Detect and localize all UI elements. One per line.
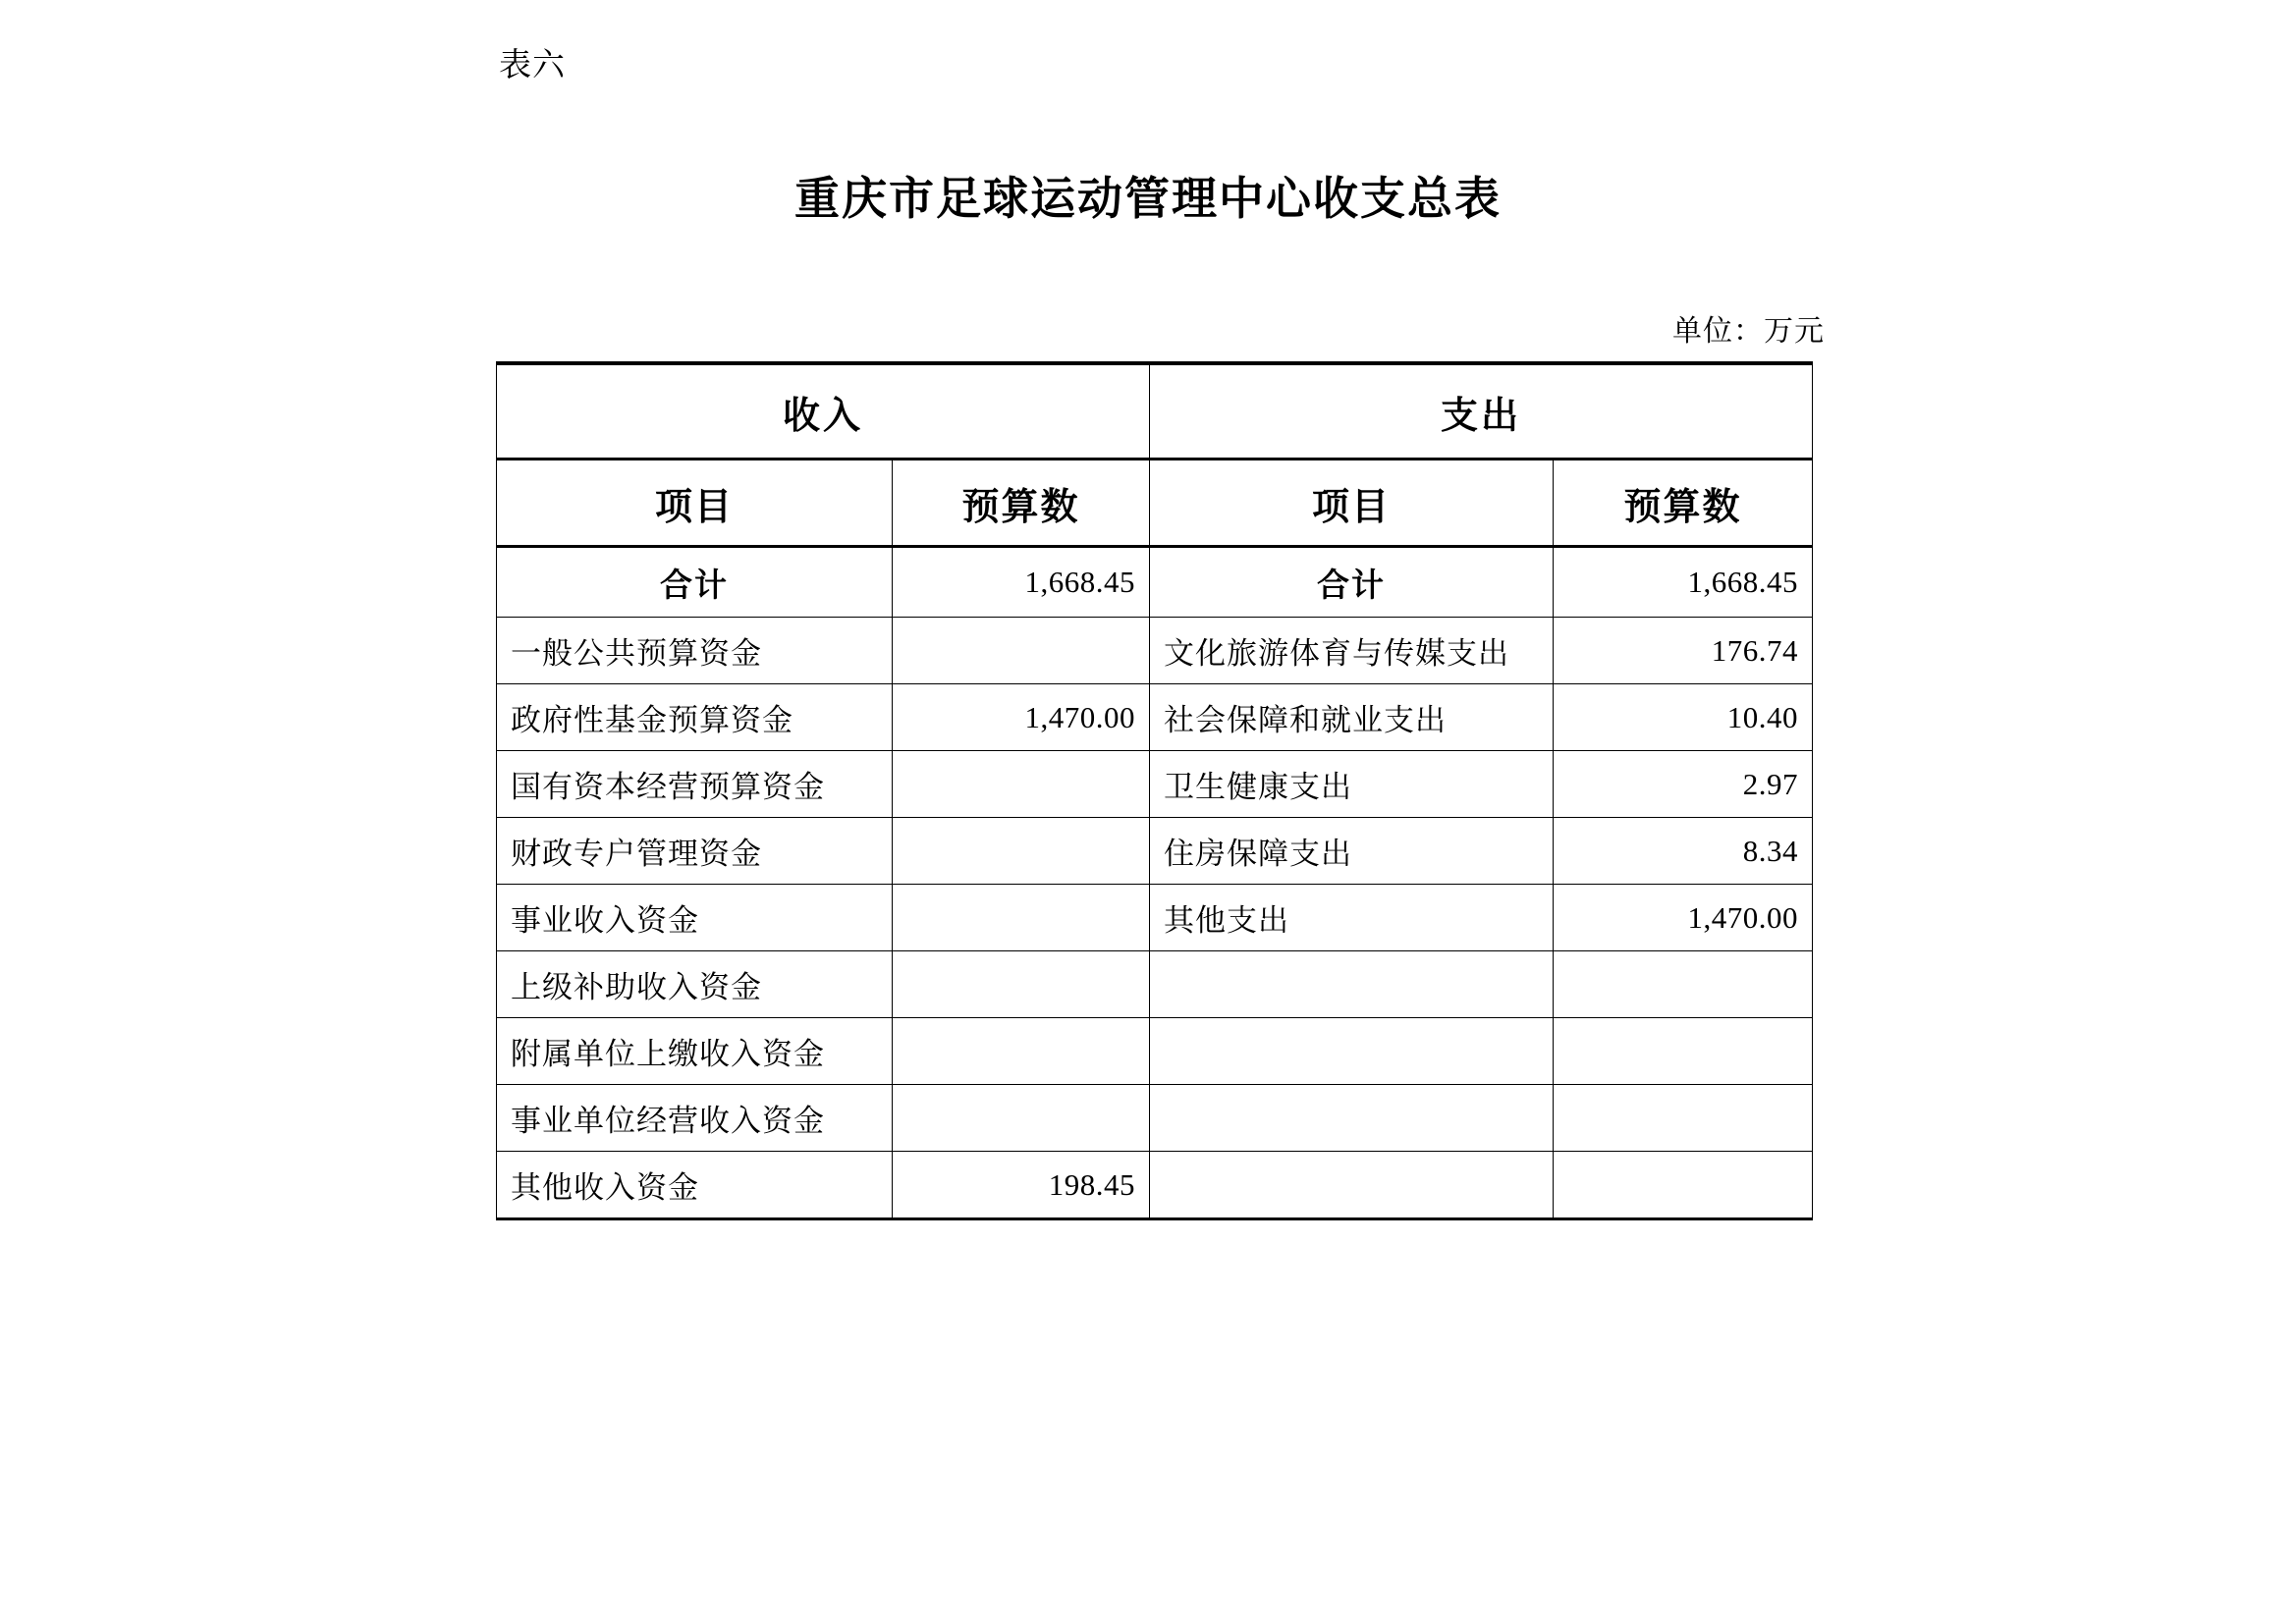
- income-item-amount: 198.45: [893, 1152, 1150, 1219]
- income-item-amount: [893, 951, 1150, 1018]
- table-row: [497, 1018, 1813, 1085]
- income-item-amount: [893, 885, 1150, 951]
- unit-note: 单位：万元: [1672, 315, 1825, 348]
- expenditure-item-label: 社会保障和就业支出: [1150, 684, 1554, 751]
- expenditure-item-label: 住房保障支出: [1150, 818, 1554, 885]
- income-item-label: 财政专户管理资金: [497, 818, 893, 885]
- column-header-row: [497, 460, 1813, 547]
- income-item-amount: [893, 818, 1150, 885]
- income-item-amount: [893, 1018, 1150, 1085]
- column-header-expenditure-budget: 预算数: [1554, 460, 1813, 547]
- income-expenditure-table: [496, 361, 1813, 1220]
- income-item-label: 一般公共预算资金: [497, 618, 893, 684]
- column-header-income-budget: 预算数: [893, 460, 1150, 547]
- total-label-income: 合计: [497, 547, 893, 618]
- expenditure-item-label: 其他支出: [1150, 885, 1554, 951]
- expenditure-item-amount: 2.97: [1554, 751, 1813, 818]
- income-item-label: 国有资本经营预算资金: [497, 751, 893, 818]
- expenditure-item-label: [1150, 951, 1554, 1018]
- expenditure-item-amount: [1554, 1018, 1813, 1085]
- income-item-label: 附属单位上缴收入资金: [497, 1018, 893, 1085]
- expenditure-item-label: [1150, 1085, 1554, 1152]
- income-item-amount: [893, 751, 1150, 818]
- income-item-label: 事业单位经营收入资金: [497, 1085, 893, 1152]
- total-amount-expenditure: 1,668.45: [1554, 547, 1813, 618]
- expenditure-item-amount: 10.40: [1554, 684, 1813, 751]
- column-header-income-item: 项目: [497, 460, 893, 547]
- expenditure-item-amount: [1554, 1085, 1813, 1152]
- section-header-expenditure: 支出: [1150, 363, 1813, 460]
- income-item-amount: [893, 1085, 1150, 1152]
- table-row: [497, 1152, 1813, 1219]
- income-item-label: 事业收入资金: [497, 885, 893, 951]
- income-item-label: 其他收入资金: [497, 1152, 893, 1219]
- total-label-expenditure: 合计: [1150, 547, 1554, 618]
- income-item-label: 政府性基金预算资金: [497, 684, 893, 751]
- expenditure-item-label: 卫生健康支出: [1150, 751, 1554, 818]
- expenditure-item-amount: [1554, 951, 1813, 1018]
- expenditure-item-amount: [1554, 1152, 1813, 1219]
- income-item-amount: [893, 618, 1150, 684]
- table-body: [497, 363, 1813, 1219]
- section-header-row: [497, 363, 1813, 460]
- income-item-amount: 1,470.00: [893, 684, 1150, 751]
- expenditure-item-amount: 1,470.00: [1554, 885, 1813, 951]
- section-header-income: 收入: [497, 363, 1150, 460]
- expenditure-item-label: [1150, 1152, 1554, 1219]
- table-row: [497, 684, 1813, 751]
- sheet-label: 表六: [499, 48, 566, 83]
- income-item-label: 上级补助收入资金: [497, 951, 893, 1018]
- table-row: [497, 818, 1813, 885]
- table-row: [497, 618, 1813, 684]
- expenditure-item-amount: 176.74: [1554, 618, 1813, 684]
- expenditure-item-label: [1150, 1018, 1554, 1085]
- table-row: [497, 885, 1813, 951]
- expenditure-item-amount: 8.34: [1554, 818, 1813, 885]
- expenditure-item-label: 文化旅游体育与传媒支出: [1150, 618, 1554, 684]
- budget-table-container: [496, 361, 1812, 1220]
- table-row: [497, 1085, 1813, 1152]
- table-row-total: [497, 547, 1813, 618]
- total-amount-income: 1,668.45: [893, 547, 1150, 618]
- table-row: [497, 951, 1813, 1018]
- page-title: 重庆市足球运动管理中心收支总表: [794, 174, 1502, 224]
- table-row: [497, 751, 1813, 818]
- column-header-expenditure-item: 项目: [1150, 460, 1554, 547]
